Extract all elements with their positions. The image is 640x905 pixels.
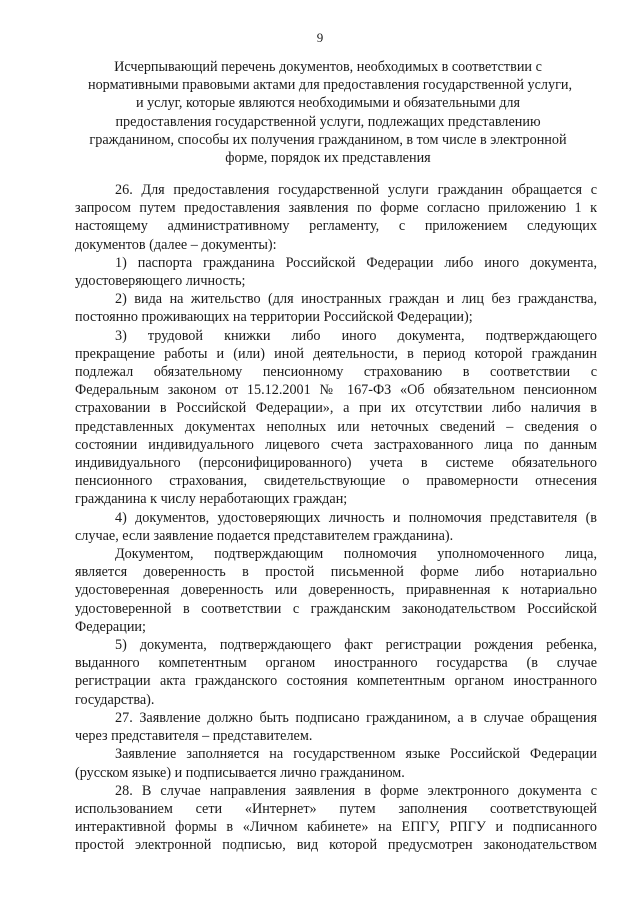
paragraph (75, 709, 597, 745)
paragraph-line: 2) вида на жительство (для иностранных граждан и лиц без гражданства, (115, 291, 597, 308)
paragraph-line: 1) паспорта гражданина Российской Федерации либо иного документа, (115, 254, 597, 271)
paragraph (75, 290, 597, 326)
heading-line: Исчерпывающий перечень документов, необходимых в соответствии с (114, 59, 542, 75)
paragraph-line: гражданина к числу неработающих граждан; (75, 491, 348, 508)
page-number: 9 (316, 30, 324, 45)
paragraph-line: 3) трудовой книжки либо иного документа, подтверждающего (115, 327, 597, 344)
paragraph (75, 636, 597, 709)
paragraph-line: использованием сети «Интернет» путем заполнения соответствующей (75, 800, 597, 817)
heading-line: гражданином, способы их получения гражданином, в том числе в электронной (89, 131, 567, 148)
paragraph-line: Заявление заполняется на государственном языке Российской Федерации (115, 746, 597, 763)
heading-line: форме, порядок их представления (225, 150, 431, 167)
paragraph-line: (русском языке) и подписывается лично гражданином. (75, 764, 405, 781)
paragraph-line: представленных документах неполных или неточных сведений – сведения о (75, 418, 597, 435)
paragraph (75, 509, 597, 545)
paragraph (75, 181, 597, 254)
paragraph-line: регистрации акта гражданского состояния компетентным органом иностранного (75, 673, 597, 690)
paragraph-line: документов (далее – документы): (75, 236, 277, 253)
paragraph-line: прекращение работы и (или) иной деятельности, в период которой гражданин (75, 345, 597, 362)
paragraph-line: состоянии индивидуального лицевого счета застрахованного лица по данным (75, 436, 597, 453)
paragraph-line: случае, если заявление подается представителем гражданина). (75, 527, 454, 544)
paragraph-line: удостоверенной в соответствии с гражданским законодательством Российской (75, 600, 597, 617)
paragraph-line: индивидуального (персонифицированного) учета в системе обязательного (75, 455, 597, 472)
paragraph (75, 254, 597, 290)
paragraph-line: интерактивной формы в «Личном кабинете» на ЕПГУ, РПГУ и подписанного (75, 819, 597, 836)
paragraph-line: 28. В случае направления заявления в форме электронного документа с (115, 782, 597, 799)
heading-line: предоставления государственной услуги, подлежащих представлению (115, 113, 541, 130)
paragraph-line: выданного компетентным органом иностранного государства (в случае (75, 655, 597, 672)
document-body (75, 181, 597, 855)
paragraph-line: простой электронной подписью, вид которой предусмотрен законодательством (75, 837, 597, 854)
heading-line: и услуг, которые являются необходимыми и обязательными для (135, 95, 521, 112)
paragraph-line: 5) документа, подтверждающего факт регистрации рождения ребенка, (115, 637, 597, 654)
paragraph-line: 26. Для предоставления государственной услуги гражданин обращается с (115, 182, 597, 198)
paragraph-line: государства). (75, 691, 155, 708)
paragraph-line: Федеральным законом от 15.12.2001 № 167-ФЗ «Об обязательном пенсионном (75, 382, 597, 399)
paragraph-line: через представителя – представителем. (75, 728, 313, 745)
paragraph (75, 545, 597, 636)
paragraph (75, 327, 597, 509)
paragraph-line: постоянно проживающих на территории Российской Федерации); (75, 309, 473, 326)
paragraph (75, 782, 597, 855)
paragraph-line: пенсионного страхования, свидетельствующие о правомерности отнесения (75, 473, 597, 490)
paragraph-line: запросом путем предоставления заявления по форме согласно приложению 1 к (75, 200, 597, 217)
paragraph-line: Документом, подтверждающим полномочия уполномоченного лица, (115, 546, 597, 563)
paragraph-line: 27. Заявление должно быть подписано гражданином, а в случае обращения (115, 709, 597, 726)
paragraph-line: страховании в Российской Федерации», а при их отсутствии либо наличия в (75, 400, 597, 417)
paragraph-line: подлежал обязательному пенсионному страхованию в соответствии с (75, 364, 597, 381)
paragraph (75, 745, 597, 781)
section-heading (88, 58, 573, 167)
paragraph-line: настоящему административному регламенту, с приложением следующих (75, 218, 597, 235)
paragraph-line: удостоверяющего личность; (75, 273, 246, 290)
paragraph-line: Федерации; (75, 618, 146, 635)
paragraph-line: удостоверенная доверенность или доверенность, приравненная к нотариально (75, 582, 597, 599)
paragraph-line: 4) документов, удостоверяющих личность и полномочия представителя (в (115, 509, 597, 526)
paragraph-line: является доверенность в простой письменной форме либо нотариально (75, 564, 597, 581)
heading-line: нормативными правовыми актами для предоставления государственной услуги, (88, 77, 573, 94)
